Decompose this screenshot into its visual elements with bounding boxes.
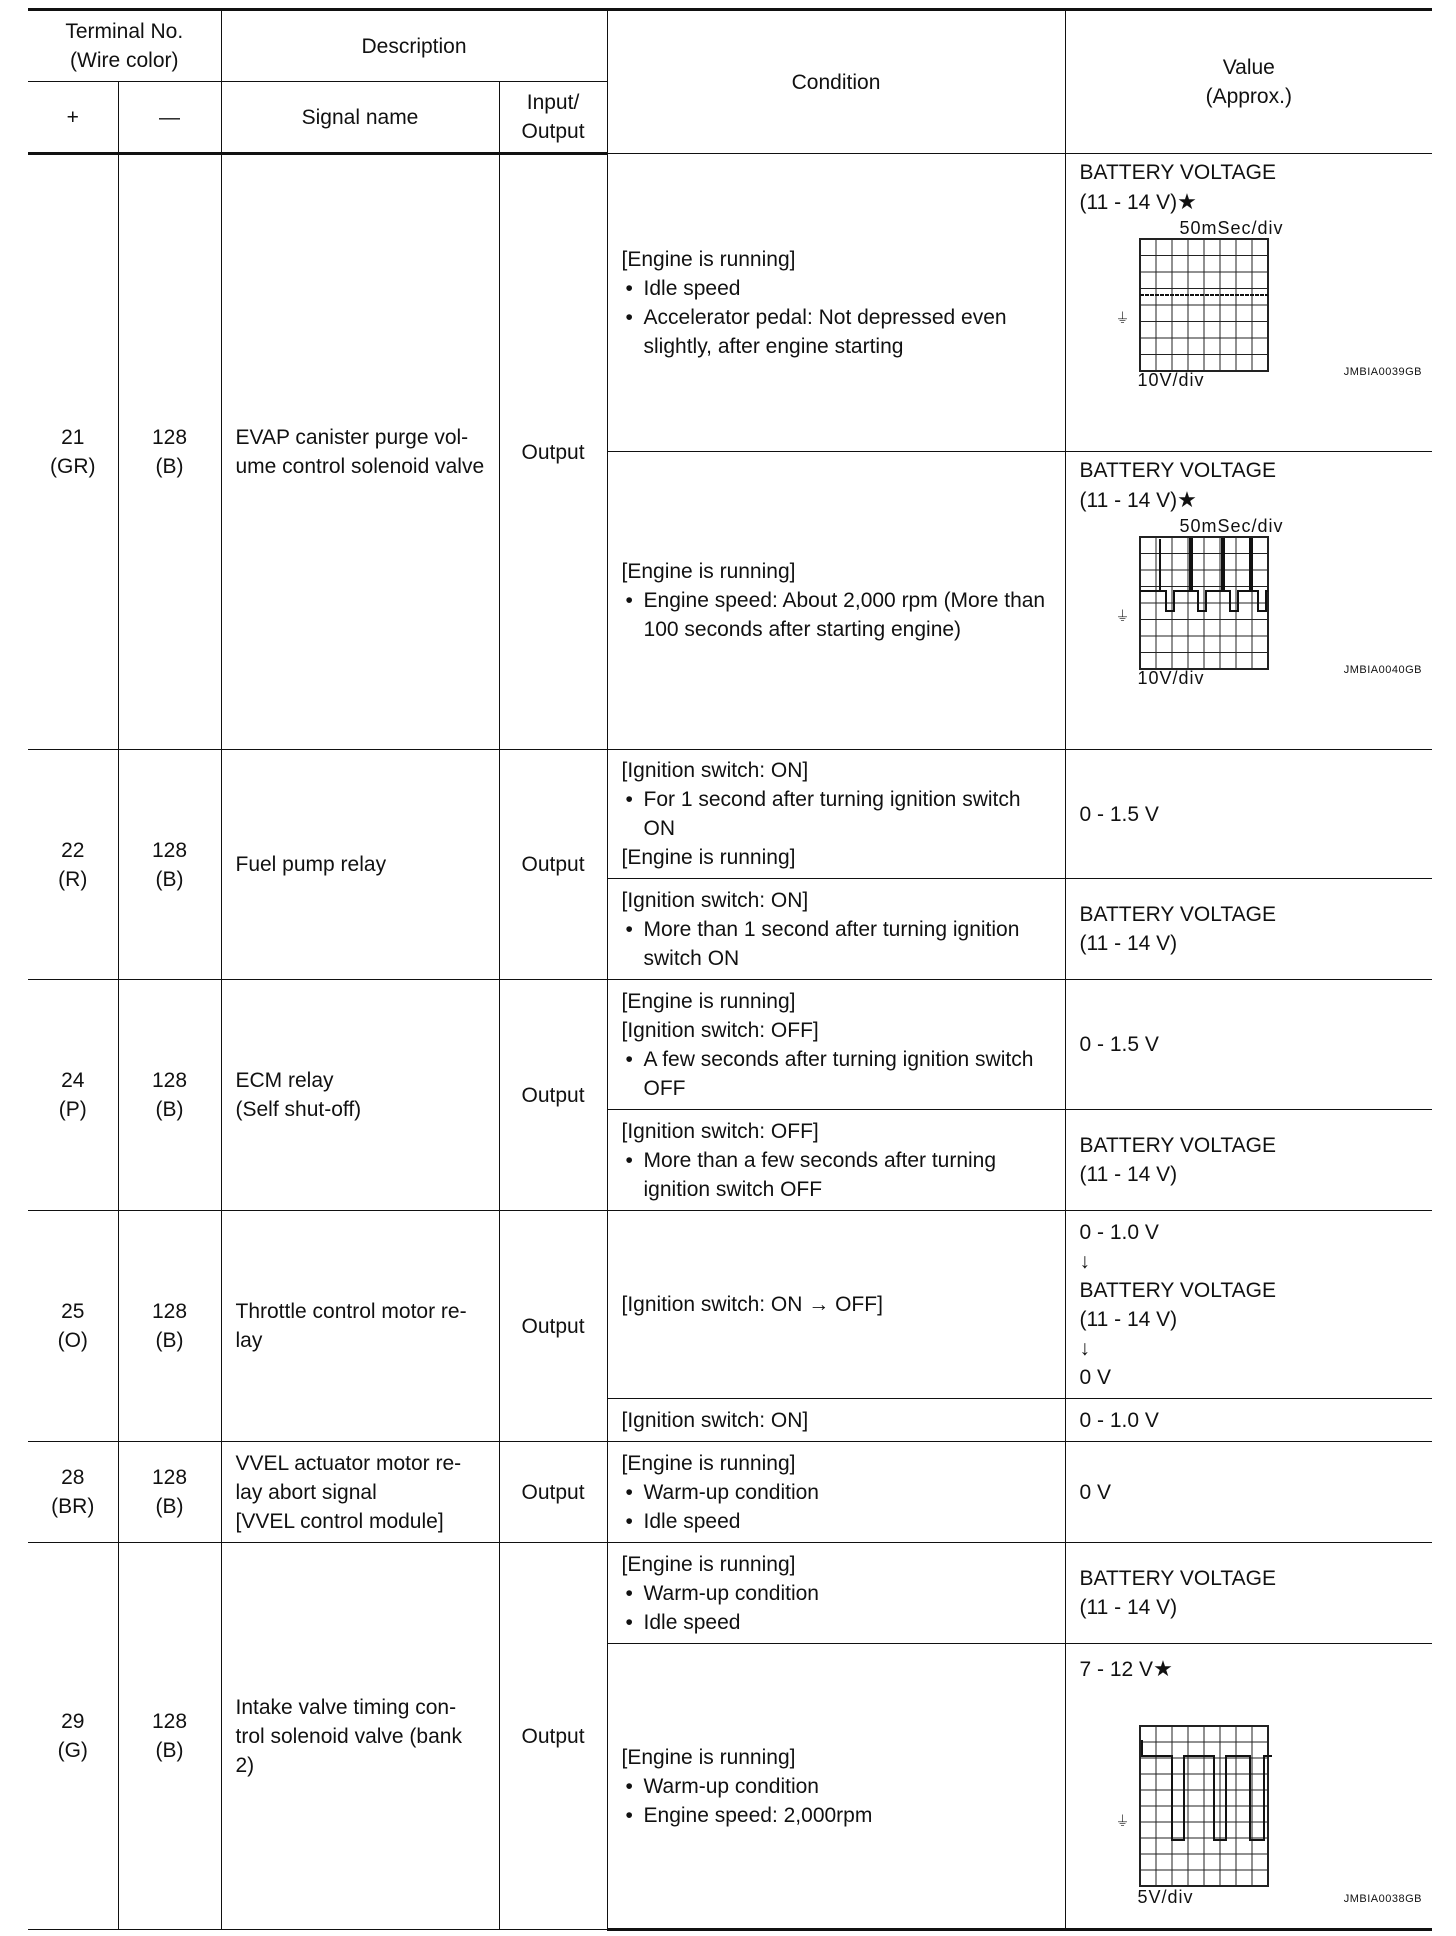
- condition-list: [622, 1772, 1051, 1830]
- plus-terminal-cell: 24 (P): [28, 980, 118, 1211]
- plus-terminal-cell: 29 (G): [28, 1543, 118, 1930]
- signal-name-cell: VVEL actuator motor re-lay abort signal [VVEL control module]: [221, 1442, 499, 1543]
- star-icon: [1177, 489, 1197, 512]
- value-cell: 7 - 12 V ★ ⏚ 5V/div JMBIA0038GB: [1065, 1644, 1432, 1930]
- value-cell: 0 - 1.0 V ↓ BATTERY VOLTAGE (11 - 14 V) ↓ 0 V: [1065, 1211, 1432, 1399]
- value-cell: BATTERY VOLTAGE (11 - 14 V) ★ 50mSec/div ⏚ 10V/div JMBIA0039GB: [1065, 154, 1432, 452]
- header-terminal-no: Terminal No. (Wire color): [28, 10, 221, 82]
- io-cell: Output: [499, 1211, 607, 1442]
- ground-icon: ⏚: [1115, 310, 1130, 326]
- value-cell: 0 - 1.0 V: [1065, 1399, 1432, 1442]
- header-description: Description: [221, 10, 607, 82]
- plus-terminal-cell: 21 (GR): [28, 154, 118, 750]
- minus-terminal-cell: 128 (B): [118, 980, 221, 1211]
- condition-item: • Warm-up condition: [622, 1579, 1051, 1608]
- header-condition: Condition: [607, 10, 1065, 154]
- header-plus: +: [28, 82, 118, 154]
- condition-item: • More than a few seconds after turning ignition switch OFF: [622, 1146, 1051, 1204]
- value-cell: 0 - 1.5 V: [1065, 980, 1432, 1110]
- minus-terminal-cell: 128 (B): [118, 1211, 221, 1442]
- condition-item: • For 1 second after turning ignition switch ON: [622, 785, 1051, 843]
- table-row: [28, 154, 1432, 452]
- condition-list: [622, 1045, 1051, 1103]
- condition-item: • Warm-up condition: [622, 1478, 1051, 1507]
- condition-item: • Engine speed: 2,000rpm: [622, 1801, 1051, 1830]
- minus-terminal-cell: 128 (B): [118, 1442, 221, 1543]
- condition-cell: [Ignition switch: OFF] • More than a few seconds after turning ignition switch OFF: [607, 1110, 1065, 1211]
- condition-item: • Idle speed: [622, 274, 1051, 303]
- ecm-terminal-table: [28, 8, 1432, 1931]
- condition-cell: [Ignition switch: ON] • More than 1 second after turning ignition switch ON: [607, 879, 1065, 980]
- io-cell: Output: [499, 980, 607, 1211]
- header-minus: —: [118, 82, 221, 154]
- ground-icon: ⏚: [1115, 1813, 1130, 1829]
- condition-item: • Idle speed: [622, 1608, 1051, 1637]
- condition-list: [622, 1146, 1051, 1204]
- value-cell: BATTERY VOLTAGE (11 - 14 V): [1065, 1543, 1432, 1644]
- oscilloscope-waveform: 50mSec/div ⏚ 10V/div JMBIA0040GB: [1080, 517, 1419, 687]
- value-cell: 0 V: [1065, 1442, 1432, 1543]
- condition-item: • Engine speed: About 2,000 rpm (More than 100 seconds after starting engine): [622, 586, 1051, 644]
- value-cell: BATTERY VOLTAGE (11 - 14 V): [1065, 879, 1432, 980]
- condition-list: [622, 586, 1051, 644]
- down-arrow-icon: ↓: [1079, 1249, 1091, 1273]
- signal-name-cell: Fuel pump relay: [221, 750, 499, 980]
- value-cell: 0 - 1.5 V: [1065, 750, 1432, 879]
- star-icon: [1153, 1658, 1173, 1681]
- signal-name-cell: EVAP canister purge vol-ume control solenoid valve: [221, 154, 499, 750]
- header-input-output: Input/ Output: [499, 82, 607, 154]
- signal-name-cell: Intake valve timing con-trol solenoid valve (bank 2): [221, 1543, 499, 1930]
- signal-name-cell: Throttle control motor re-lay: [221, 1211, 499, 1442]
- condition-item: • Accelerator pedal: Not depressed even slightly, after engine starting: [622, 303, 1051, 361]
- io-cell: Output: [499, 1442, 607, 1543]
- condition-list: [622, 274, 1051, 361]
- minus-terminal-cell: 128 (B): [118, 154, 221, 750]
- ground-icon: ⏚: [1115, 608, 1130, 624]
- condition-item: • Idle speed: [622, 1507, 1051, 1536]
- condition-item: • More than 1 second after turning ignition switch ON: [622, 915, 1051, 973]
- plus-terminal-cell: 28 (BR): [28, 1442, 118, 1543]
- table-row: [28, 1442, 1432, 1543]
- io-cell: Output: [499, 1543, 607, 1930]
- value-cell: BATTERY VOLTAGE (11 - 14 V) ★ 50mSec/div ⏚ 10V/div JMBIA0040GB: [1065, 452, 1432, 750]
- signal-name-cell: ECM relay (Self shut-off): [221, 980, 499, 1211]
- plus-terminal-cell: 25 (O): [28, 1211, 118, 1442]
- oscilloscope-waveform: ⏚ 5V/div JMBIA0038GB: [1080, 1686, 1419, 1906]
- down-arrow-icon: ↓: [1079, 1336, 1091, 1360]
- header-row-1: [28, 10, 1432, 82]
- table-row: [28, 980, 1432, 1110]
- condition-cell: [Ignition switch: ON]: [607, 1399, 1065, 1442]
- condition-list: [622, 1478, 1051, 1536]
- condition-cell: [Engine is running] • Warm-up condition • Engine speed: 2,000rpm: [607, 1644, 1065, 1930]
- condition-list: [622, 915, 1051, 973]
- condition-cell: [Engine is running] • Idle speed • Accelerator pedal: Not depressed even slightly, after engine starting: [607, 154, 1065, 452]
- minus-terminal-cell: 128 (B): [118, 750, 221, 980]
- oscilloscope-waveform: 50mSec/div ⏚ 10V/div JMBIA0039GB: [1080, 219, 1419, 389]
- table-row: [28, 1543, 1432, 1644]
- minus-terminal-cell: 128 (B): [118, 1543, 221, 1930]
- condition-item: • Warm-up condition: [622, 1772, 1051, 1801]
- condition-list: [622, 1579, 1051, 1637]
- table-row: [28, 1211, 1432, 1399]
- condition-list: [622, 785, 1051, 843]
- condition-cell: [Engine is running] • Warm-up condition • Idle speed: [607, 1442, 1065, 1543]
- header-signal-name: Signal name: [221, 82, 499, 154]
- waveform-graph: [1080, 1686, 1420, 1906]
- condition-item: • A few seconds after turning ignition switch OFF: [622, 1045, 1051, 1103]
- condition-cell: [Engine is running] • Engine speed: About 2,000 rpm (More than 100 seconds after starting engine): [607, 452, 1065, 750]
- condition-cell: [Engine is running] • Warm-up condition • Idle speed: [607, 1543, 1065, 1644]
- condition-cell: [Engine is running] [Ignition switch: OFF] • A few seconds after turning ignition switch OFF: [607, 980, 1065, 1110]
- table-row: [28, 750, 1432, 879]
- condition-cell: [Ignition switch: ON] • For 1 second after turning ignition switch ON [Engine is running]: [607, 750, 1065, 879]
- value-cell: BATTERY VOLTAGE (11 - 14 V): [1065, 1110, 1432, 1211]
- io-cell: Output: [499, 154, 607, 750]
- plus-terminal-cell: 22 (R): [28, 750, 118, 980]
- star-icon: [1177, 191, 1197, 214]
- condition-cell: [Ignition switch: ON → OFF]: [607, 1211, 1065, 1399]
- header-value: Value (Approx.): [1065, 10, 1432, 154]
- io-cell: Output: [499, 750, 607, 980]
